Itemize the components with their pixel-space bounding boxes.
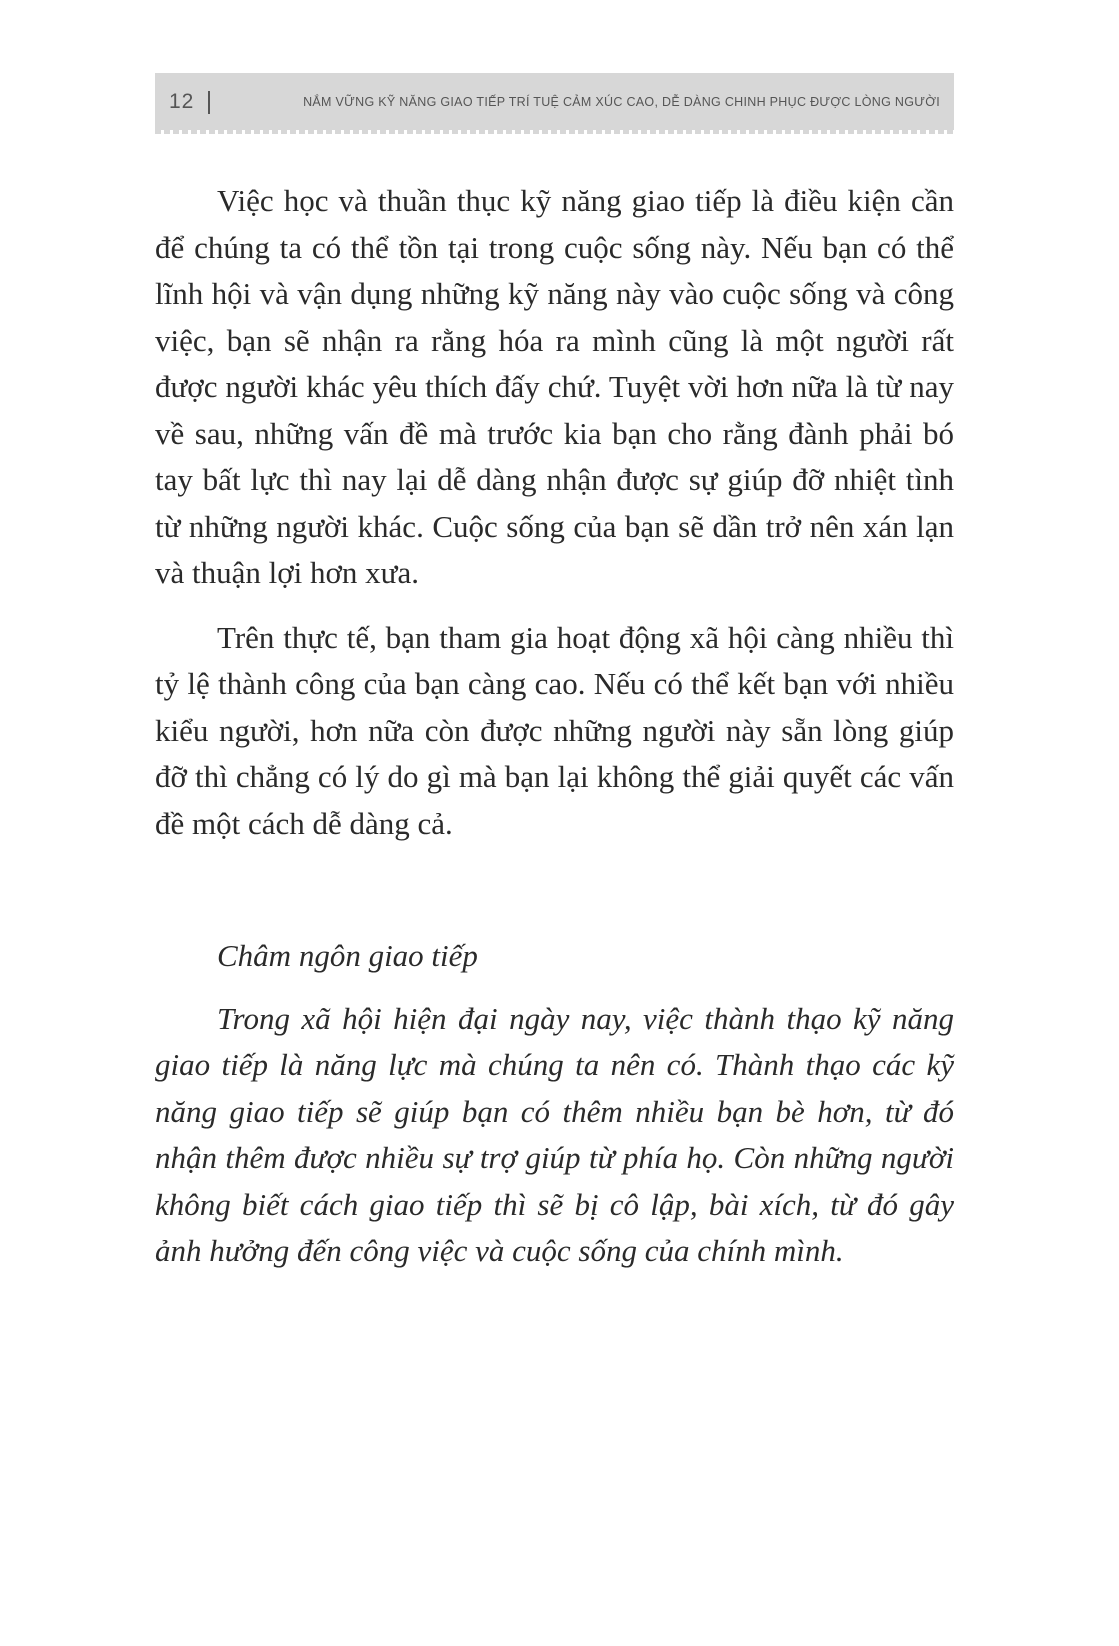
page-header bbox=[155, 73, 954, 131]
header-divider bbox=[208, 91, 210, 114]
running-title: NẮM VỮNG KỸ NĂNG GIAO TIẾP TRÍ TUỆ CẢM XÚC CAO, DỄ DÀNG CHINH PHỤC ĐƯỢC LÒNG NGƯỜI bbox=[303, 95, 940, 109]
maxim-title: Châm ngôn giao tiếp bbox=[217, 938, 478, 973]
page-number: 12 bbox=[169, 90, 195, 113]
body-paragraph-2: Trên thực tế, bạn tham gia hoạt động xã hội càng nhiều thì tỷ lệ thành công của bạn càng cao. Nếu có thể kết bạn với nhiều kiểu người, hơn nữa còn được những người này sẵn lòng giúp đỡ thì chẳng có lý do gì mà bạn lại không thể giải quyết các vấn đề một cách dễ dàng cả. bbox=[155, 619, 954, 841]
maxim-text: Trong xã hội hiện đại ngày nay, việc thành thạo kỹ năng giao tiếp là năng lực mà chúng ta nên có. Thành thạo các kỹ năng giao tiếp sẽ giúp bạn có thêm nhiều bạn bè hơn, từ đó nhận thêm được nhiều sự trợ giúp từ phía họ. Còn những người không biết cách giao tiếp thì sẽ bị cô lập, bài xích, từ đó gây ảnh hưởng đến công việc và cuộc sống của chính mình. bbox=[155, 1000, 954, 1268]
body-paragraph-1: Việc học và thuần thục kỹ năng giao tiếp là điều kiện cần để chúng ta có thể tồn tại trong cuộc sống này. Nếu bạn có thể lĩnh hội và vận dụng những kỹ năng này vào cuộc sống và công việc, bạn sẽ nhận ra rằng hóa ra mình cũng là một người rất được người khác yêu thích đấy chứ. Tuyệt vời hơn nữa là từ nay về sau, những vấn đề mà trước kia bạn cho rằng đành phải bó tay bất lực thì nay lại dễ dàng nhận được sự giúp đỡ nhiệt tình từ những người khác. Cuộc sống của bạn sẽ dần trở nên xán lạn và thuận lợi hơn xưa. bbox=[155, 183, 954, 590]
page-body bbox=[155, 178, 954, 1275]
